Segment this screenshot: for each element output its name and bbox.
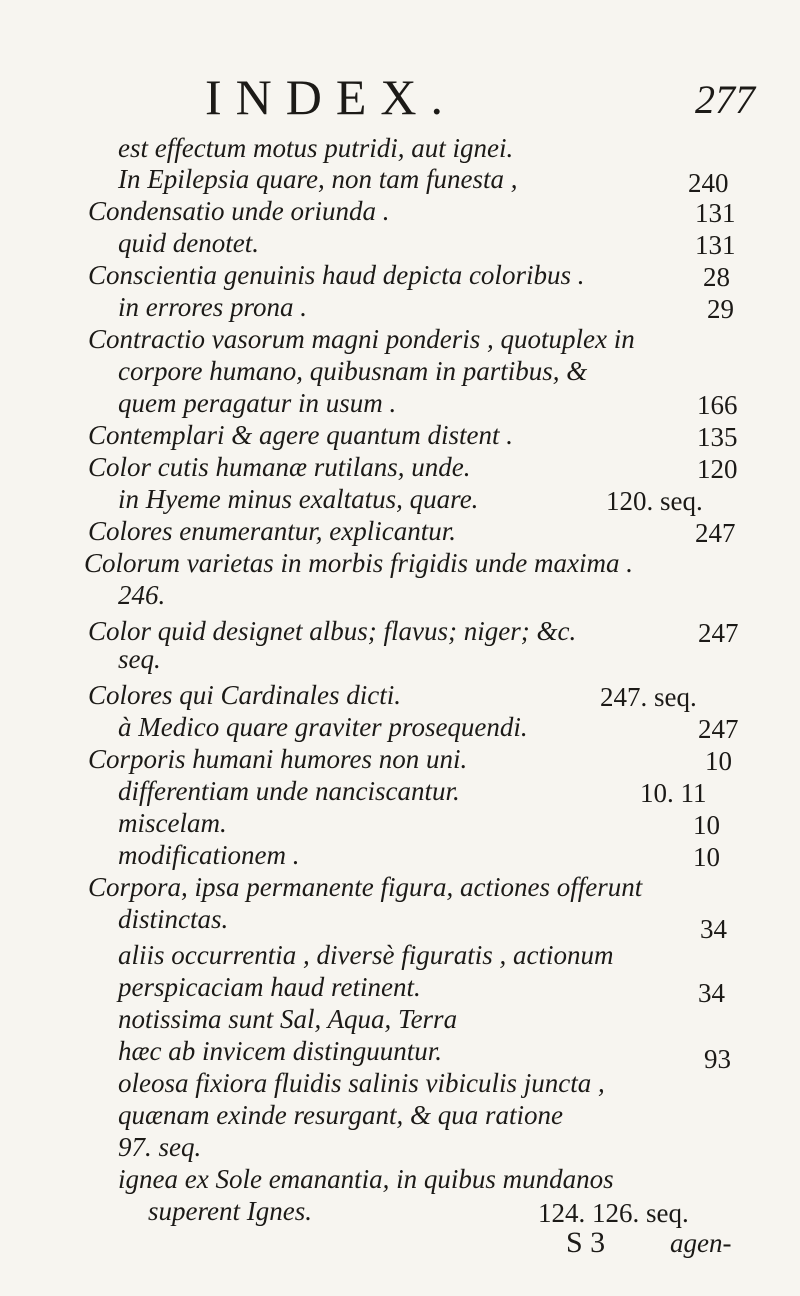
signature-mark: S 3	[566, 1226, 606, 1259]
index-entry: ignea ex Sole emanantia, in quibus mundanos	[118, 1164, 614, 1194]
page-number: 277	[695, 77, 755, 122]
index-entry: est effectum motus putridi, aut ignei.	[118, 133, 514, 163]
index-entry: in errores prona .	[118, 292, 307, 322]
index-entry: aliis occurrentia , diversè figuratis , actionum	[118, 940, 614, 970]
index-ref: 29	[707, 294, 734, 324]
index-ref: 166	[697, 390, 738, 420]
index-entry: in Hyeme minus exaltatus, quare.	[118, 484, 479, 514]
index-entry: Corporis humani humores non uni.	[88, 744, 468, 774]
index-ref: 10	[693, 810, 720, 840]
index-ref: 34	[700, 914, 727, 944]
index-ref: 135	[697, 422, 738, 452]
index-ref: 34	[698, 978, 725, 1008]
index-ref: 247	[698, 714, 739, 744]
index-entry: modificationem .	[118, 840, 300, 870]
index-ref: 131	[695, 198, 736, 228]
index-entry: differentiam unde nanciscantur.	[118, 776, 460, 806]
index-ref: 10	[693, 842, 720, 872]
index-entry: Color quid designet albus; flavus; niger; &c.	[88, 616, 577, 646]
index-entry: Colorum varietas in morbis frigidis unde maxima .	[84, 548, 634, 578]
index-entry: Colores enumerantur, explicantur.	[88, 516, 456, 546]
index-entry: superent Ignes.	[148, 1196, 312, 1226]
index-ref: 247	[695, 518, 736, 548]
index-ref: 124. 126. seq.	[538, 1198, 689, 1228]
page-title: INDEX.	[205, 69, 458, 125]
index-entry: Corpora, ipsa permanente figura, actiones offerunt	[88, 872, 643, 902]
index-entry: oleosa fixiora fluidis salinis vibiculis juncta ,	[118, 1068, 605, 1098]
index-entry: perspicaciam haud retinent.	[118, 972, 421, 1002]
index-entry: Color cutis humanæ rutilans, unde.	[88, 452, 471, 482]
index-entry: Contemplari & agere quantum distent .	[88, 420, 513, 450]
index-ref: 131	[695, 230, 736, 260]
page-header	[0, 68, 800, 128]
index-entry: hæc ab invicem distinguuntur.	[118, 1036, 442, 1066]
index-entry: quid denotet.	[118, 228, 259, 258]
index-ref: 93	[704, 1044, 731, 1074]
index-entry: notissima sunt Sal, Aqua, Terra	[118, 1004, 458, 1034]
index-entry: Colores qui Cardinales dicti.	[88, 680, 402, 710]
index-entry: corpore humano, quibusnam in partibus, &	[118, 356, 588, 386]
index-ref: 247. seq.	[600, 682, 697, 712]
index-entry: Conscientia genuinis haud depicta coloribus .	[88, 260, 585, 290]
index-entry: Contractio vasorum magni ponderis , quotuplex in	[88, 324, 635, 354]
index-entry: In Epilepsia quare, non tam funesta ,	[118, 164, 518, 194]
index-entry: 97. seq.	[118, 1132, 202, 1162]
index-ref: 120. seq.	[606, 486, 703, 516]
index-ref: 10	[705, 746, 732, 776]
index-ref: 28	[703, 262, 730, 292]
index-entry: distinctas.	[118, 904, 229, 934]
catchword: agen-	[670, 1228, 732, 1258]
index-ref: 247	[698, 618, 739, 648]
index-entry: quem peragatur in usum .	[118, 388, 397, 418]
index-ref: 240	[688, 168, 729, 198]
index-entry: miscelam.	[118, 808, 227, 838]
index-entry: Condensatio unde oriunda .	[88, 196, 390, 226]
index-entry: à Medico quare graviter prosequendi.	[118, 712, 528, 742]
index-entry: 246.	[118, 580, 166, 610]
index-ref: 120	[697, 454, 738, 484]
index-entry: seq.	[118, 644, 161, 674]
index-ref: 10. 11	[640, 778, 707, 808]
index-entry: quænam exinde resurgant, & qua ratione	[118, 1100, 563, 1130]
